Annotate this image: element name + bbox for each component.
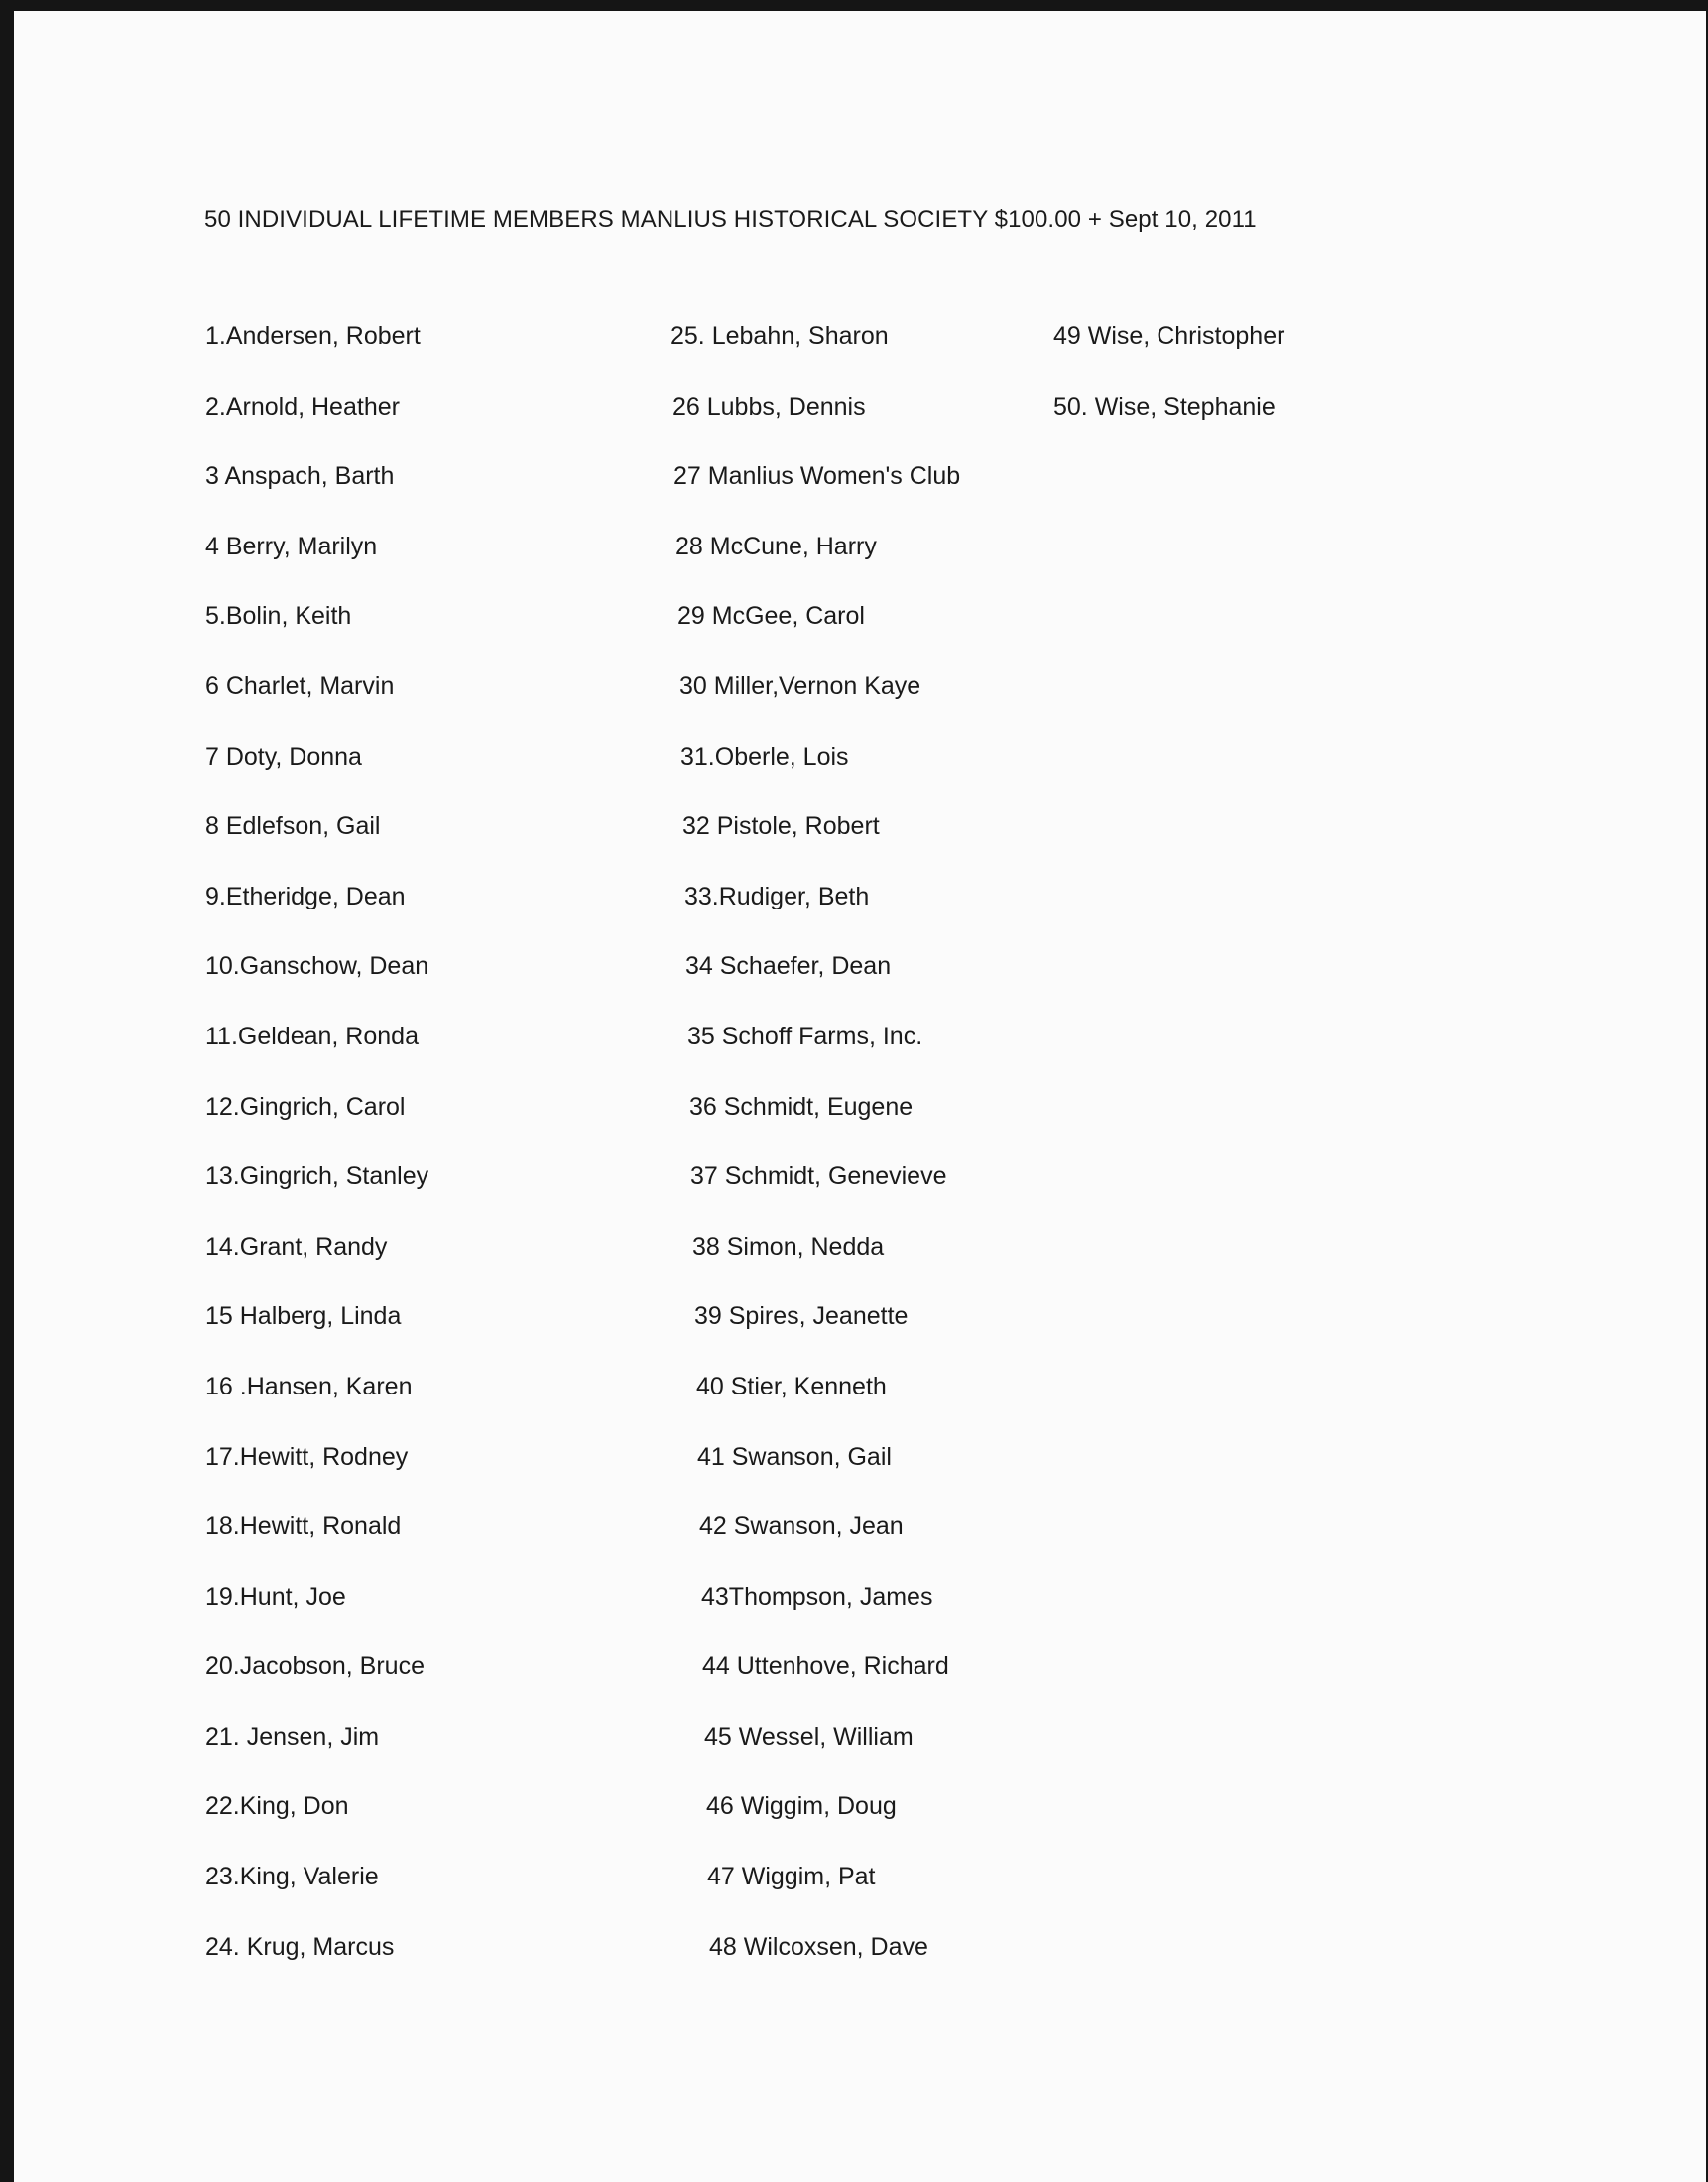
member-entry: 35 Schoff Farms, Inc.: [687, 1022, 923, 1050]
member-entry: 28 McCune, Harry: [675, 532, 877, 560]
member-entry: 26 Lubbs, Dennis: [672, 392, 866, 421]
member-entry: 46 Wiggim, Doug: [706, 1792, 897, 1821]
member-entry: 8 Edlefson, Gail: [205, 812, 381, 841]
member-entry: 4 Berry, Marilyn: [205, 532, 378, 560]
member-entry: 23.King, Valerie: [205, 1863, 379, 1891]
member-entry: 1.Andersen, Robert: [205, 322, 421, 350]
member-entry: 34 Schaefer, Dean: [685, 952, 892, 981]
member-entry: 5.Bolin, Keith: [205, 602, 352, 631]
member-column-1: [205, 321, 428, 2001]
member-entry: 6 Charlet, Marvin: [205, 671, 395, 700]
member-entry: 14.Grant, Randy: [205, 1232, 388, 1261]
member-entry: 40 Stier, Kenneth: [696, 1372, 887, 1400]
scanned-page: [14, 11, 1706, 2182]
member-entry: 22.King, Don: [205, 1792, 349, 1821]
member-entry: 32 Pistole, Robert: [682, 812, 880, 841]
member-entry: 9.Etheridge, Dean: [205, 882, 406, 910]
member-entry: 36 Schmidt, Eugene: [689, 1092, 914, 1121]
member-entry: 20.Jacobson, Bruce: [205, 1652, 425, 1681]
member-entry: 45 Wessel, William: [704, 1722, 914, 1751]
member-column-3: [1053, 321, 1284, 461]
member-entry: 29 McGee, Carol: [677, 602, 865, 631]
member-entry: 37 Schmidt, Genevieve: [690, 1162, 947, 1191]
member-entry: 19.Hunt, Joe: [205, 1582, 346, 1611]
member-entry: 50. Wise, Stephanie: [1053, 392, 1276, 421]
member-entry: 27 Manlius Women's Club: [673, 462, 961, 491]
member-entry: 33.Rudiger, Beth: [684, 882, 870, 910]
member-entry: 49 Wise, Christopher: [1053, 322, 1285, 350]
member-entry: 39 Spires, Jeanette: [694, 1302, 909, 1331]
member-entry: 2.Arnold, Heather: [205, 392, 400, 421]
member-entry: 31.Oberle, Lois: [680, 742, 849, 771]
member-entry: 15 Halberg, Linda: [205, 1302, 402, 1331]
member-entry: 10.Ganschow, Dean: [205, 952, 429, 981]
member-entry: 11.Geldean, Ronda: [205, 1022, 419, 1050]
member-entry: 17.Hewitt, Rodney: [205, 1442, 409, 1471]
member-entry: 38 Simon, Nedda: [692, 1232, 885, 1261]
document-title: 50 INDIVIDUAL LIFETIME MEMBERS MANLIUS HISTORICAL SOCIETY $100.00 + Sept 10, 2011: [204, 206, 1257, 233]
member-column-2: [671, 321, 960, 2001]
member-entry: 16 .Hansen, Karen: [205, 1372, 413, 1400]
member-entry: 7 Doty, Donna: [205, 742, 362, 771]
member-entry: 21. Jensen, Jim: [205, 1722, 380, 1751]
member-entry: 30 Miller,Vernon Kaye: [679, 671, 921, 700]
member-entry: 42 Swanson, Jean: [699, 1513, 904, 1541]
member-entry: 41 Swanson, Gail: [697, 1442, 892, 1471]
member-entry: 18.Hewitt, Ronald: [205, 1513, 402, 1541]
member-entry: 3 Anspach, Barth: [205, 462, 395, 491]
member-entry: 48 Wilcoxsen, Dave: [709, 1932, 928, 1961]
member-entry: 12.Gingrich, Carol: [205, 1092, 406, 1121]
member-entry: 44 Uttenhove, Richard: [702, 1652, 949, 1681]
member-entry: 47 Wiggim, Pat: [707, 1863, 876, 1891]
member-entry: 24. Krug, Marcus: [205, 1932, 395, 1961]
member-entry: 25. Lebahn, Sharon: [671, 322, 889, 350]
member-entry: 43Thompson, James: [701, 1582, 933, 1611]
member-entry: 13.Gingrich, Stanley: [205, 1162, 429, 1191]
